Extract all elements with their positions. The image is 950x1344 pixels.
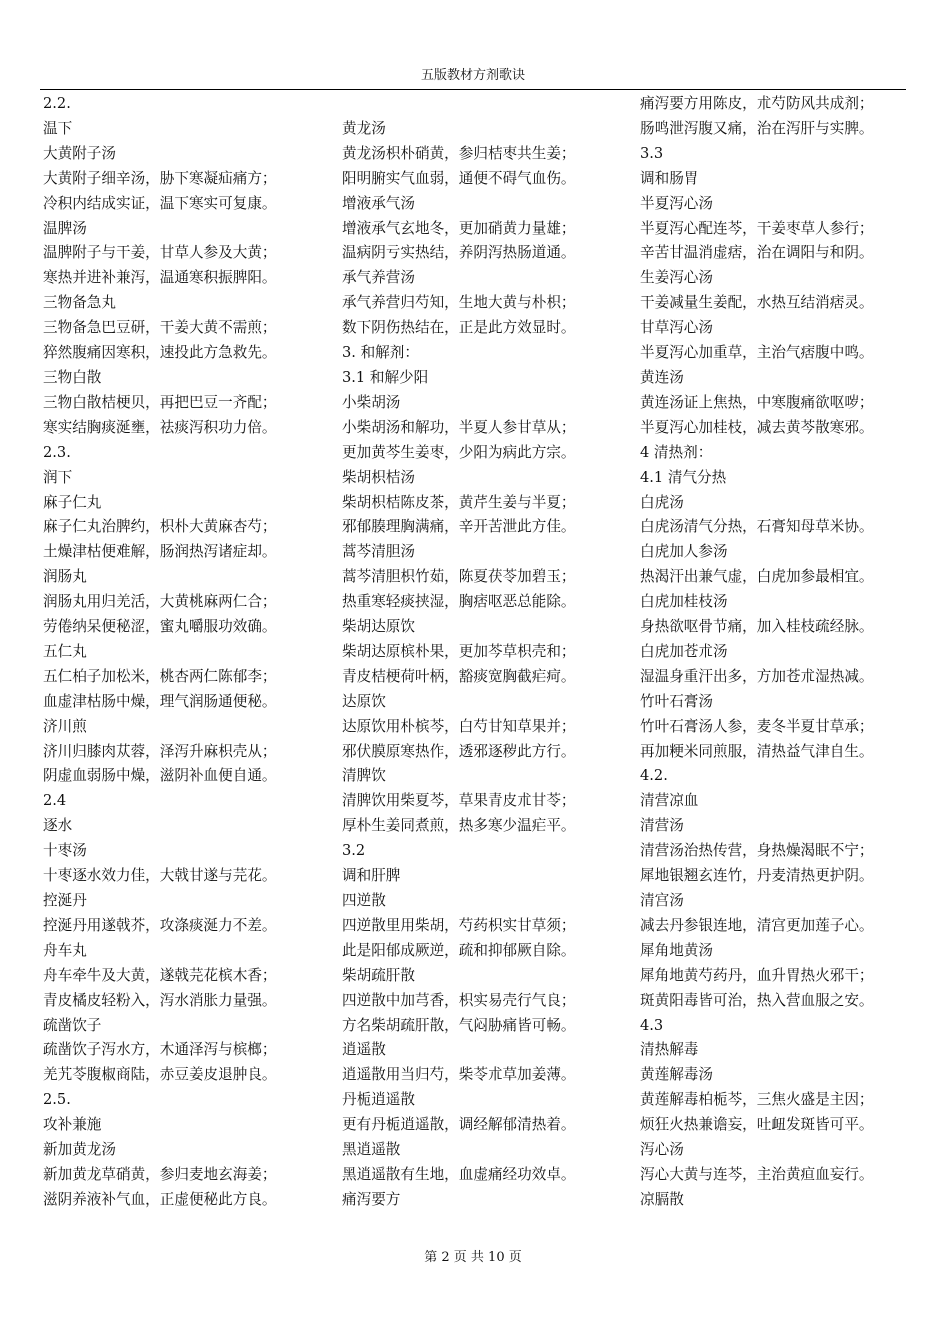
text-line: 寒热并进补兼泻，温通寒积振脾阳。 (43, 269, 277, 287)
text-line: 柴胡枳桔汤 (342, 468, 415, 486)
text-line: 身热欲呕骨节痛，加入桂枝疏经脉。 (640, 618, 874, 636)
text-line: 青皮桔梗荷叶柄，豁痰宽胸截疟疴。 (342, 667, 576, 685)
text-line: 调和肝脾 (342, 867, 401, 885)
text-line: 减去丹参银连地，清宫更加莲子心。 (640, 916, 874, 934)
text-line: 泻心汤 (640, 1141, 684, 1159)
text-column-middle (342, 92, 640, 1213)
text-line: 白虎加桂枝汤 (640, 593, 728, 611)
text-line: 3.1 和解少阳 (342, 368, 429, 386)
page-number: 第 2 页 共 10 页 (424, 1250, 522, 1265)
text-line: 小柴胡汤和解功，半夏人参甘草从； (342, 418, 576, 436)
text-line: 柴胡疏肝散 (342, 966, 415, 984)
text-line: 白虎汤清气分热，石膏知母草米协。 (640, 518, 874, 536)
text-line: 增液承气汤 (342, 194, 415, 212)
text-line: 烦狂火热兼谵妄，吐衄发斑皆可平。 (640, 1116, 874, 1134)
text-line: 温脾汤 (43, 219, 87, 237)
text-line: 温病阴亏实热结，养阴泻热肠道通。 (342, 244, 576, 262)
text-line: 黑逍遥散 (342, 1141, 401, 1159)
text-line: 2.2. (43, 95, 71, 112)
text-line (342, 92, 640, 117)
text-line: 达原饮 (342, 692, 386, 710)
text-line: 新加黄龙草硝黄，参归麦地玄海姜； (43, 1165, 277, 1183)
text-line: 厚朴生姜同煮煎，热多寒少温疟平。 (342, 817, 576, 835)
text-line: 白虎汤 (640, 493, 684, 511)
text-line: 润肠丸 (43, 568, 87, 586)
text-line: 黄连汤 (640, 368, 684, 386)
text-line: 四逆散里用柴胡，芍药枳实甘草须； (342, 916, 576, 934)
text-line: 承气养营归芍知，生地大黄与朴枳； (342, 294, 576, 312)
text-line: 白虎加苍朮汤 (640, 642, 728, 660)
text-line: 4.1 清气分热 (640, 468, 727, 486)
text-line: 2.3. (43, 443, 71, 461)
text-line: 数下阴伤热结在，正是此方效显时。 (342, 319, 576, 337)
text-line: 3.3 (640, 144, 664, 162)
text-line: 三物备急丸 (43, 294, 116, 312)
text-line: 痛泻要方 (342, 1190, 401, 1208)
text-line: 辛苦甘温消虚痞，治在调阳与和阴。 (640, 244, 874, 262)
text-line: 柴胡枳桔陈皮茶，黄芹生姜与半夏； (342, 493, 576, 511)
text-line: 黑逍遥散有生地，血虚痛经功效卓。 (342, 1165, 576, 1183)
text-line: 控涎丹 (43, 892, 87, 909)
text-line: 控涎丹用遂戟芥，攻涤痰涎力不差。 (43, 916, 277, 934)
text-line: 竹叶石膏汤 (640, 692, 713, 710)
text-line: 润下 (43, 468, 73, 486)
text-line: 五仁柏子加松米，桃杏两仁陈郁李； (43, 667, 277, 685)
text-line: 清脾饮 (342, 767, 386, 785)
text-line: 2.5. (43, 1091, 71, 1109)
text-line: 逐水 (43, 817, 73, 835)
text-line: 清营汤治热传营，身热燥渴眠不宁； (640, 842, 874, 860)
text-line: 湿温身重汗出多，方加苍朮湿热减。 (640, 667, 874, 685)
text-line: 清宫汤 (640, 892, 684, 909)
text-line: 温脾附子与干姜，甘草人参及大黄； (43, 244, 277, 262)
text-line: 四逆散中加芎香，枳实易壳行气良； (342, 991, 576, 1009)
text-line: 冷积内结成实证，温下寒实可复康。 (43, 194, 277, 212)
text-line: 此是阳郁成厥逆，疏和抑郁厥自除。 (342, 941, 576, 959)
text-line: 热重寒轻痰挟湿，胸痞呕恶总能除。 (342, 593, 576, 611)
text-line: 柴胡达原槟朴果，更加芩草枳壳和； (342, 642, 576, 660)
text-line: 更加黄芩生姜枣，少阳为病此方宗。 (342, 443, 576, 461)
text-line: 竹叶石膏汤人参，麦冬半夏甘草承； (640, 717, 874, 735)
text-line: 寒实结胸痰涎壅，祛痰泻积功力倍。 (43, 418, 277, 436)
text-line: 逍遥散 (342, 1041, 386, 1059)
text-line: 干姜减量生姜配，水热互结消痞灵。 (640, 294, 874, 312)
text-line: 黄莲解毒柏栀芩，三焦火盛是主因； (640, 1091, 874, 1109)
text-line: 四逆散 (342, 892, 386, 909)
text-line: 3.2 (342, 842, 366, 860)
text-line: 新加黄龙汤 (43, 1141, 116, 1159)
text-line: 痛泻要方用陈皮，朮芍防风共成剂； (640, 95, 874, 112)
text-line: 三物备急巴豆研，干姜大黄不需煎； (43, 319, 277, 337)
text-line: 斑黄阳毒皆可治，热入营血服之安。 (640, 991, 874, 1009)
text-line: 大黄附子汤 (43, 144, 116, 162)
text-line: 清营汤 (640, 817, 684, 835)
text-line: 三物白散桔梗贝，再把巴豆一齐配； (43, 393, 277, 411)
text-line: 凉膈散 (640, 1190, 684, 1208)
text-line: 泻心大黄与连芩，主治黄疸血妄行。 (640, 1165, 874, 1183)
text-line: 3. 和解剂： (342, 344, 419, 362)
text-line: 调和肠胃 (640, 169, 699, 187)
text-line: 土燥津枯便难解，肠润热泻诸症却。 (43, 543, 277, 561)
text-line: 黄莲解毒汤 (640, 1066, 713, 1084)
text-line: 半夏泻心配连芩，干姜枣草人参行； (640, 219, 874, 237)
text-line: 滋阴养液补气血，正虚便秘此方良。 (43, 1190, 277, 1208)
header-divider (40, 89, 906, 90)
text-line: 热渴汗出兼气虚，白虎加参最相宜。 (640, 568, 874, 586)
text-line: 猝然腹痛因寒积，速投此方急救先。 (43, 344, 277, 362)
text-line: 4.2. (640, 767, 668, 785)
text-line: 更有丹栀逍遥散，调经解郁清热着。 (342, 1116, 576, 1134)
text-line: 生姜泻心汤 (640, 269, 713, 287)
text-line: 4 清热剂： (640, 443, 713, 461)
text-line: 邪伏膜原寒热作，透邪逐秽此方行。 (342, 742, 576, 760)
text-line: 攻补兼施 (43, 1116, 102, 1134)
text-line: 五仁丸 (43, 642, 87, 660)
text-line: 麻子仁丸 (43, 493, 102, 511)
text-line: 承气养营汤 (342, 269, 415, 287)
text-line: 清营凉血 (640, 792, 699, 810)
text-line: 黄龙汤枳朴硝黄，参归桔枣共生姜； (342, 144, 576, 162)
text-line: 柴胡达原饮 (342, 618, 415, 636)
text-line: 十枣逐水效力佳，大戟甘遂与芫花。 (43, 867, 277, 885)
text-line: 黄连汤证上焦热，中寒腹痛欲呕哕； (640, 393, 874, 411)
text-line: 大黄附子细辛汤，胁下寒凝疝痛方； (43, 169, 277, 187)
page-header-title: 五版教材方剂歌诀 (420, 68, 525, 83)
text-line: 劳倦纳呆便秘涩，蜜丸嚼服功效确。 (43, 618, 277, 636)
text-line: 半夏泻心汤 (640, 194, 713, 212)
text-line: 犀地银翘玄连竹，丹麦清热更护阴。 (640, 867, 874, 885)
text-line: 济川煎 (43, 717, 87, 735)
text-line: 十枣汤 (43, 842, 87, 860)
text-line: 济川归膝肉苁蓉，泽泻升麻枳壳从； (43, 742, 277, 760)
text-line: 犀角地黄汤 (640, 941, 713, 959)
text-line: 舟车丸 (43, 941, 87, 959)
text-line: 犀角地黄芍药丹，血升胃热火邪干； (640, 966, 874, 984)
text-line: 邪郁腠理胸满痛，辛开苦泄此方佳。 (342, 518, 576, 536)
text-line: 阳明腑实气血弱，通便不碍气血伤。 (342, 169, 576, 187)
text-line: 丹栀逍遥散 (342, 1091, 415, 1109)
text-line: 逍遥散用当归芍，柴苓朮草加姜薄。 (342, 1066, 576, 1084)
text-line: 温下 (43, 119, 73, 137)
text-line: 舟车牵牛及大黄，遂戟芫花槟木香； (43, 966, 277, 984)
text-line: 甘草泻心汤 (640, 319, 713, 337)
text-line: 三物白散 (43, 368, 102, 386)
text-line: 阴虚血弱肠中燥，滋阴补血便自通。 (43, 767, 277, 785)
text-line: 4.3 (640, 1016, 664, 1034)
text-line: 再加粳米同煎服，清热益气津自生。 (640, 742, 874, 760)
text-line: 小柴胡汤 (342, 393, 401, 411)
text-line: 增液承气玄地冬，更加硝黄力量雄； (342, 219, 576, 237)
page-footer (40, 1248, 906, 1268)
text-line: 蒿芩清胆枳竹茹，陈夏茯苓加碧玉； (342, 568, 576, 586)
text-column-left (43, 92, 341, 1213)
text-line: 达原饮用朴槟芩，白芍甘知草果并； (342, 717, 576, 735)
text-line: 清热解毒 (640, 1041, 699, 1059)
text-line: 血虚津枯肠中燥，理气润肠通便秘。 (43, 692, 277, 710)
text-line: 清脾饮用柴夏芩，草果青皮朮甘苓； (342, 792, 576, 810)
text-line: 羌艽苓腹椒商陆，赤豆姜皮退肿良。 (43, 1066, 277, 1084)
text-line: 润肠丸用归羌活，大黄桃麻两仁合； (43, 593, 277, 611)
text-line: 青皮橘皮轻粉入，泻水消胀力量强。 (43, 991, 277, 1009)
text-line: 蒿芩清胆汤 (342, 543, 415, 561)
text-line: 半夏泻心加桂枝，减去黄芩散寒邪。 (640, 418, 874, 436)
text-line: 半夏泻心加重草，主治气痞腹中鸣。 (640, 344, 874, 362)
text-column-right (640, 92, 938, 1213)
page-header (40, 66, 906, 86)
text-line: 疏凿饮子 (43, 1016, 102, 1034)
text-line: 方名柴胡疏肝散，气闷胁痛皆可畅。 (342, 1016, 576, 1034)
text-line: 疏凿饮子泻水方，木通泽泻与槟榔； (43, 1041, 277, 1059)
text-line: 麻子仁丸治脾约，枳朴大黄麻杏芍； (43, 518, 277, 536)
text-line: 肠鸣泄泻腹又痛，治在泻肝与实脾。 (640, 119, 874, 137)
text-line: 黄龙汤 (342, 119, 386, 137)
text-line: 白虎加人参汤 (640, 543, 728, 561)
text-line: 2.4 (43, 792, 67, 810)
